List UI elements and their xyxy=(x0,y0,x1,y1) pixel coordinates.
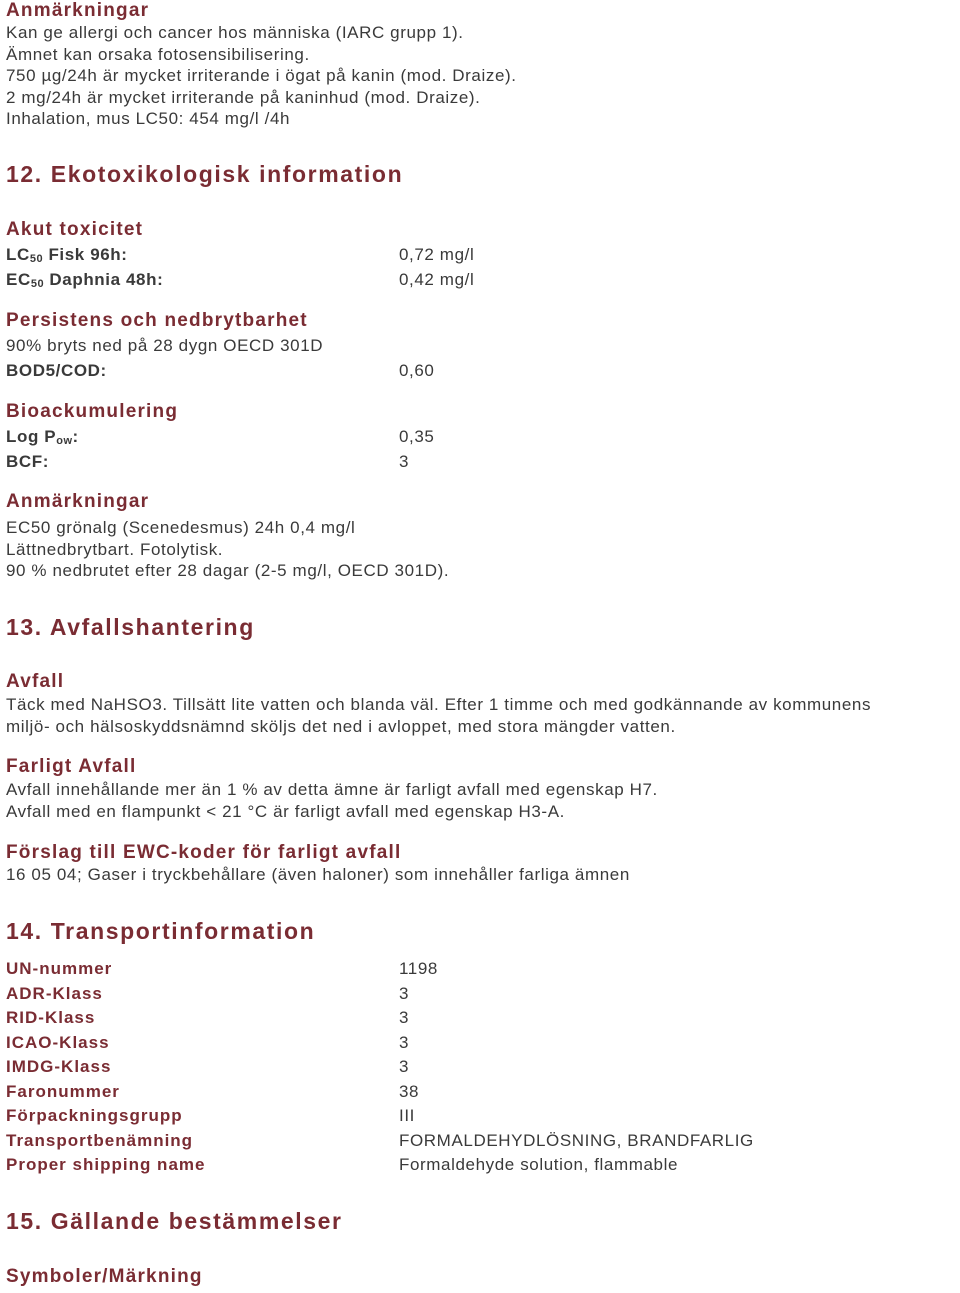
packing-group-value: III xyxy=(399,1106,415,1125)
text-line: Täck med NaHSO3. Tillsätt lite vatten och blanda väl. Efter 1 timme och med godkännande av kommunens xyxy=(6,695,872,714)
transport-name-label: Transportbenämning xyxy=(6,1131,194,1150)
remarks-heading-11: Anmärkningar xyxy=(6,0,150,21)
ewc-line: 16 05 04; Gaser i tryckbehållare (även haloner) som innehåller farliga ämnen xyxy=(6,865,630,884)
text-line: Avfall innehållande mer än 1 % av detta ämne är farligt avfall med egenskap H7. xyxy=(6,780,658,799)
hazard-number-label: Faronummer xyxy=(6,1082,120,1101)
log-pow-value: 0,35 xyxy=(399,427,435,446)
ec50-label: $EC_{50}$ Daphnia 48h: xyxy=(6,270,164,290)
hazard-number-value: 38 xyxy=(399,1082,420,1101)
text-line: EC50 grönalg (Scenedesmus) 24h 0,4 mg/l xyxy=(6,518,356,537)
hazardous-waste-heading: Farligt Avfall xyxy=(6,756,137,777)
proper-shipping-name-label: Proper shipping name xyxy=(6,1155,206,1174)
adr-class-label: ADR-Klass xyxy=(6,984,103,1003)
remarks-heading-12: Anmärkningar xyxy=(6,491,150,512)
icao-class-label: ICAO-Klass xyxy=(6,1033,110,1052)
un-number-label: UN-nummer xyxy=(6,959,113,978)
rid-class-label: RID-Klass xyxy=(6,1008,96,1027)
section-14-title: 14. Transportinformation xyxy=(6,918,316,944)
rid-class-value: 3 xyxy=(399,1008,410,1027)
text-line: 750 µg/24h är mycket irriterande i ögat på kanin (mod. Draize). xyxy=(6,66,517,85)
icao-class-value: 3 xyxy=(399,1033,410,1052)
text-line: Avfall med en flampunkt < 21 °C är farligt avfall med egenskap H3-A. xyxy=(6,802,565,821)
adr-class-value: 3 xyxy=(399,984,410,1003)
persistence-line: 90% bryts ned på 28 dygn OECD 301D xyxy=(6,336,324,355)
bcf-label: BCF: xyxy=(6,452,49,471)
ewc-heading: Förslag till EWC-koder för farligt avfall xyxy=(6,842,402,863)
text-line: Lättnedbrytbart. Fotolytisk. xyxy=(6,540,224,559)
proper-shipping-name-value: Formaldehyde solution, flammable xyxy=(399,1155,679,1174)
section-12-title: 12. Ekotoxikologisk information xyxy=(6,161,404,187)
section-15-title: 15. Gällande bestämmelser xyxy=(6,1208,343,1234)
un-number-value: 1198 xyxy=(399,959,438,978)
text-line: Ämnet kan orsaka fotosensibilisering. xyxy=(6,45,310,64)
text-line: 90 % nedbrutet efter 28 dagar (2-5 mg/l, OECD 301D). xyxy=(6,561,450,580)
text-line: 2 mg/24h är mycket irriterande på kaninhud (mod. Draize). xyxy=(6,88,481,107)
bioaccumulation-heading: Bioackumulering xyxy=(6,401,179,422)
transport-name-value: FORMALDEHYDLÖSNING, BRANDFARLIG xyxy=(399,1131,754,1150)
text-line: Kan ge allergi och cancer hos människa (IARC grupp 1). xyxy=(6,23,464,42)
bcf-value: 3 xyxy=(399,452,410,471)
persistence-heading: Persistens och nedbrytbarhet xyxy=(6,310,308,331)
text-line: miljö- och hälsoskyddsnämnd sköljs det ned i avloppet, med stora mängder vatten. xyxy=(6,717,676,736)
acute-toxicity-heading: Akut toxicitet xyxy=(6,219,144,240)
imdg-class-label: IMDG-Klass xyxy=(6,1057,112,1076)
text-line: Inhalation, mus LC50: 454 mg/l /4h xyxy=(6,109,291,128)
ec50-value: 0,42 mg/l xyxy=(399,270,475,289)
lc50-label: $LC_{50}$ Fisk 96h: xyxy=(6,245,128,265)
waste-heading: Avfall xyxy=(6,671,65,692)
log-pow-label: Log $P_{ow}$: xyxy=(6,427,79,447)
symbols-heading: Symboler/Märkning xyxy=(6,1266,203,1287)
imdg-class-value: 3 xyxy=(399,1057,410,1076)
packing-group-label: Förpackningsgrupp xyxy=(6,1106,183,1125)
bod-cod-label: BOD5/COD: xyxy=(6,361,107,380)
section-13-title: 13. Avfallshantering xyxy=(6,614,255,640)
lc50-value: 0,72 mg/l xyxy=(399,245,475,264)
bod-cod-value: 0,60 xyxy=(399,361,435,380)
